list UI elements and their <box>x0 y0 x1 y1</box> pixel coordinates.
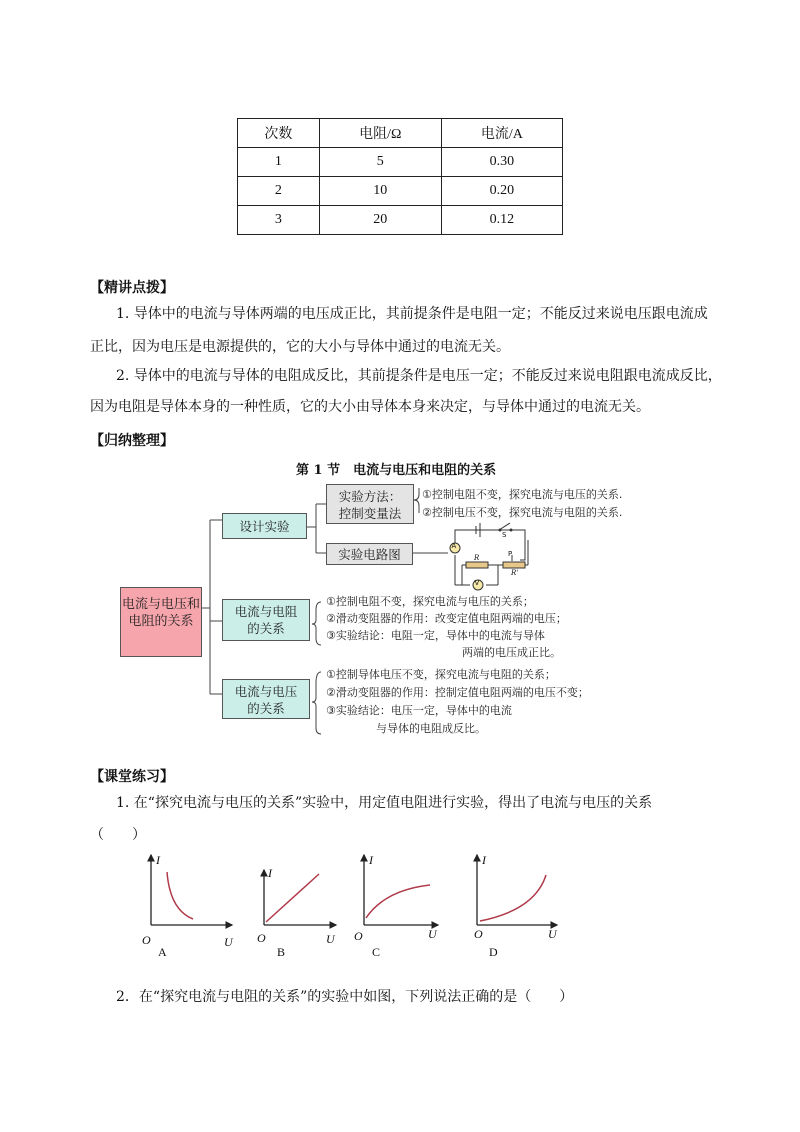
table-cell: 0.12 <box>441 206 562 235</box>
graph-c-x-label: U <box>428 927 437 941</box>
graph-c-origin: O <box>354 929 363 943</box>
graph-b-caption: B <box>277 945 286 959</box>
graph-c-caption: C <box>372 945 381 959</box>
switch-label: S <box>502 531 507 539</box>
branch3-item-3: ③实验结论：电压一定，导体中的电流 <box>326 704 512 717</box>
section-title-ketang: 【课堂练习】 <box>90 769 174 785</box>
graph-options <box>0 840 800 960</box>
table-cell: 0.30 <box>441 148 562 177</box>
mindmap-root: 电流与电压和电阻的关系 <box>120 587 202 657</box>
graph-b-origin: O <box>257 931 266 945</box>
table-cell: 10 <box>319 177 441 206</box>
graph-d-x-label: U <box>548 927 557 941</box>
question-1-line-1: 1. 在“探究电流与电压的关系”实验中，用定值电阻进行实验，得出了电流与电压的关系 <box>116 795 653 811</box>
graph-a-y-label: I <box>156 853 160 867</box>
mindmap-branch-voltage: 电流与电压的关系 <box>222 679 310 719</box>
table-cell: 5 <box>319 148 441 177</box>
branch3-item-2: ②滑动变阻器的作用：控制定值电阻两端的电压不变； <box>326 686 589 699</box>
mindmap-circuit: 实验电路图 <box>326 543 413 565</box>
paragraph-1-line-1: 1. 导体中的电流与导体两端的电压成正比，其前提条件是电阻一定；不能反过来说电压跟电流成 <box>116 306 708 322</box>
table-cell: 2 <box>238 177 320 206</box>
table-cell: 0.20 <box>441 177 562 206</box>
paragraph-2-line-1: 2. 导体中的电流与导体的电阻成反比，其前提条件是电压一定；不能反过来说电阻跟电流成反比， <box>116 368 722 384</box>
diagram-title: 第 1 节 电流与电压和电阻的关系 <box>296 463 497 478</box>
graph-a-origin: O <box>142 933 151 947</box>
rheostat-label: R' <box>511 569 519 577</box>
slider-label: P <box>508 550 513 558</box>
graph-a-curve <box>167 872 193 919</box>
branch2-item-1: ①控制电阻不变，探究电流与电压的关系； <box>326 595 534 608</box>
branch3-item-1: ①控制导体电压不变，探究电流与电阻的关系； <box>326 668 556 681</box>
mindmap-design: 设计实验 <box>222 513 307 539</box>
graph-a-caption: A <box>158 945 167 959</box>
graph-d-curve <box>480 875 546 921</box>
table-cell: 1 <box>238 148 320 177</box>
question-2: 2．在“探究电流与电阻的关系”的实验中如图，下列说法正确的是（ ） <box>116 989 574 1005</box>
paragraph-1-line-2: 正比，因为电压是电源提供的，它的大小与导体中通过的电流无关。 <box>90 339 510 355</box>
table-header: 电阻/Ω <box>319 119 441 148</box>
graph-c-y-label: I <box>369 853 373 867</box>
graph-b-curve <box>266 874 319 922</box>
mindmap-method: 实验方法：控制变量法 <box>326 484 414 524</box>
table-header: 电流/A <box>441 119 562 148</box>
table-header: 次数 <box>238 119 320 148</box>
mindmap-branch-resistance: 电流与电阻的关系 <box>222 599 310 641</box>
graph-d-y-label: I <box>482 853 486 867</box>
branch2-item-2: ②滑动变阻器的作用：改变定值电阻两端的电压； <box>326 612 567 625</box>
table-cell: 20 <box>319 206 441 235</box>
graph-d-origin: O <box>474 927 483 941</box>
voltmeter-label: V <box>474 579 480 587</box>
graph-b-y-label: I <box>268 866 272 880</box>
graph-a-x-label: U <box>224 935 233 949</box>
method-item-2: ②控制电压不变，探究电流与电阻的关系. <box>422 506 623 519</box>
graph-c-curve <box>366 885 430 918</box>
branch3-item-4: 与导体的电阻成反比。 <box>376 722 486 735</box>
paragraph-2-line-2: 因为电阻是导体本身的一种性质，它的大小由导体本身来决定，与导体中通过的电流无关。 <box>90 399 650 415</box>
table-cell: 3 <box>238 206 320 235</box>
section-title-guina: 【归纳整理】 <box>90 433 174 449</box>
section-title-jingjiang: 【精讲点拨】 <box>90 280 174 296</box>
resistor-label: R <box>474 554 480 562</box>
graph-b-x-label: U <box>326 932 335 946</box>
method-item-1: ①控制电阻不变，探究电流与电压的关系. <box>422 488 623 501</box>
question-1-line-2: （ ） <box>90 827 146 843</box>
branch2-item-4: 两端的电压成正比。 <box>462 646 561 659</box>
ammeter-label: A <box>451 542 457 550</box>
graph-d-caption: D <box>489 945 498 959</box>
branch2-item-3: ③实验结论：电阻一定，导体中的电流与导体 <box>326 629 545 642</box>
